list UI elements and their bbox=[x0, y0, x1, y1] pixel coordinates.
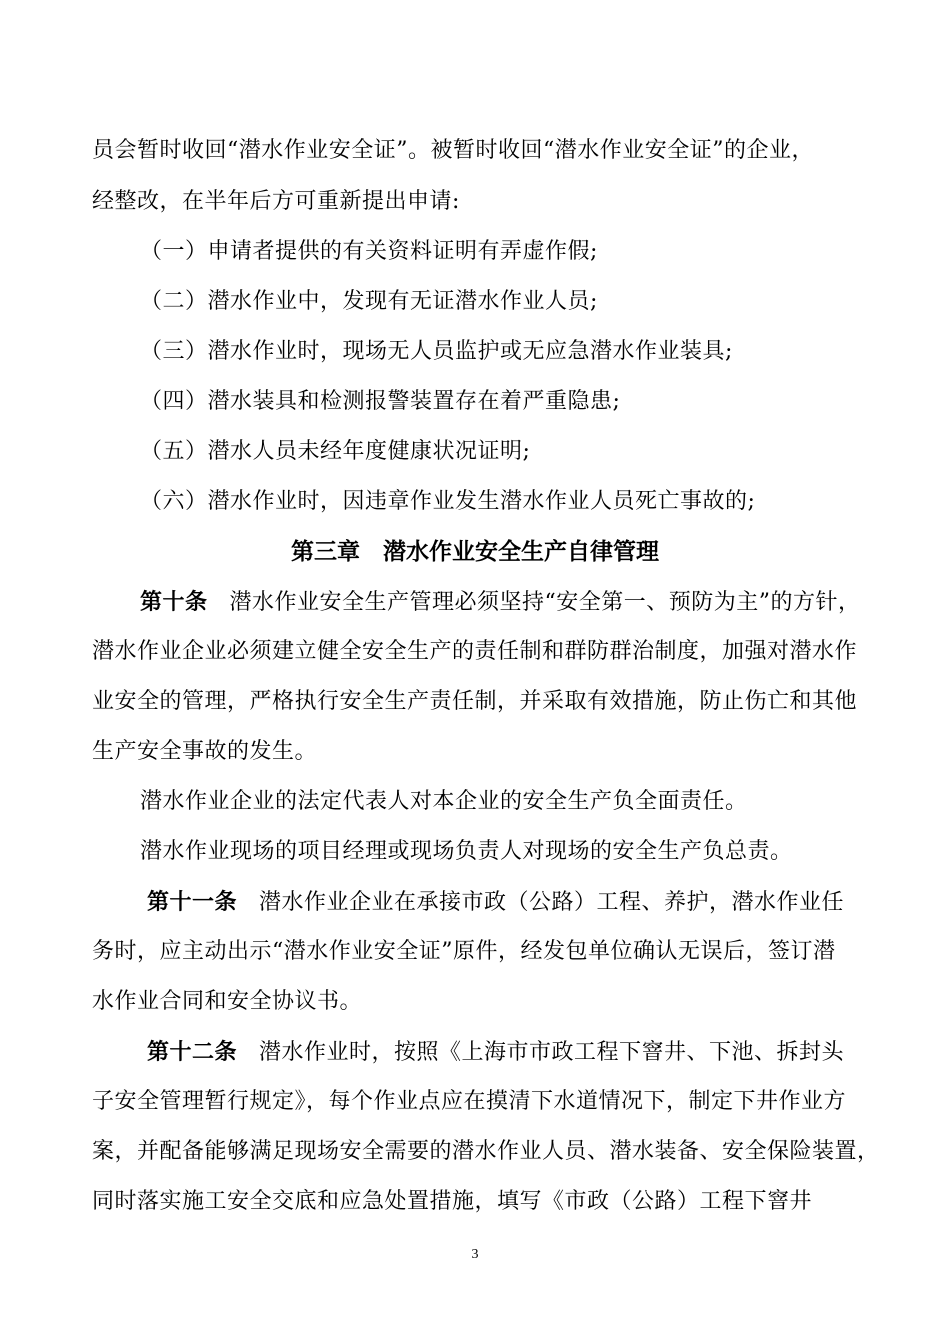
body-line: 子安全管理暂行规定》，每个作业点应在摸清下水道情况下，制定下井作业方 bbox=[92, 1089, 847, 1114]
body-line: 同时落实施工安全交底和应急处置措施，填写《市政（公路）工程下窨井 bbox=[92, 1189, 813, 1214]
body-line: 员会暂时收回“潜水作业安全证”。被暂时收回“潜水作业安全证”的企业， bbox=[92, 138, 814, 163]
body-line: 务时，应主动出示“潜水作业安全证”原件，经发包单位确认无误后，签订潜 bbox=[92, 939, 836, 964]
article-text: 潜水作业时，按照《上海市市政工程下窨井、下池、拆封头 bbox=[259, 1040, 845, 1065]
article-label: 第十一条 bbox=[147, 889, 238, 915]
article-text: 潜水作业安全生产管理必须坚持“安全第一、预防为主”的方针， bbox=[229, 590, 861, 615]
list-item: （一）申请者提供的有关资料证明有弄虚作假; bbox=[140, 239, 598, 264]
body-line: 案，并配备能够满足现场安全需要的潜水作业人员、潜水装备、安全保险装置， bbox=[92, 1139, 880, 1164]
body-line: 经整改，在半年后方可重新提出申请: bbox=[92, 189, 460, 214]
list-item: （五）潜水人员未经年度健康状况证明; bbox=[140, 439, 531, 464]
article-11-line-1 bbox=[147, 887, 844, 918]
body-line: 生产安全事故的发生。 bbox=[92, 739, 318, 764]
body-line: 潜水作业企业必须建立健全安全生产的责任制和群防群治制度，加强对潜水作 bbox=[92, 639, 858, 664]
article-12-line-1 bbox=[147, 1037, 844, 1068]
list-item: （二）潜水作业中，发现有无证潜水作业人员; bbox=[140, 289, 598, 314]
list-item: （六）潜水作业时，因违章作业发生潜水作业人员死亡事故的; bbox=[140, 489, 756, 514]
article-text: 潜水作业企业在承接市政（公路）工程、养护，潜水作业任 bbox=[259, 890, 845, 915]
article-label: 第十二条 bbox=[147, 1039, 238, 1065]
article-10-line-1 bbox=[140, 587, 861, 618]
list-item: （三）潜水作业时，现场无人员监护或无应急潜水作业装具; bbox=[140, 339, 733, 364]
body-line: 业安全的管理，严格执行安全生产责任制，并采取有效措施，防止伤亡和其他 bbox=[92, 689, 858, 714]
chapter-heading: 第三章 潜水作业安全生产自律管理 bbox=[291, 538, 659, 565]
list-item: （四）潜水装具和检测报警装置存在着严重隐患; bbox=[140, 389, 621, 414]
body-line: 潜水作业现场的项目经理或现场负责人对现场的安全生产负总责。 bbox=[140, 839, 793, 864]
body-line: 潜水作业企业的法定代表人对本企业的安全生产负全面责任。 bbox=[140, 789, 748, 814]
article-label: 第十条 bbox=[140, 589, 208, 615]
body-line: 水作业合同和安全协议书。 bbox=[92, 989, 363, 1014]
page-number: 3 bbox=[471, 1247, 479, 1262]
